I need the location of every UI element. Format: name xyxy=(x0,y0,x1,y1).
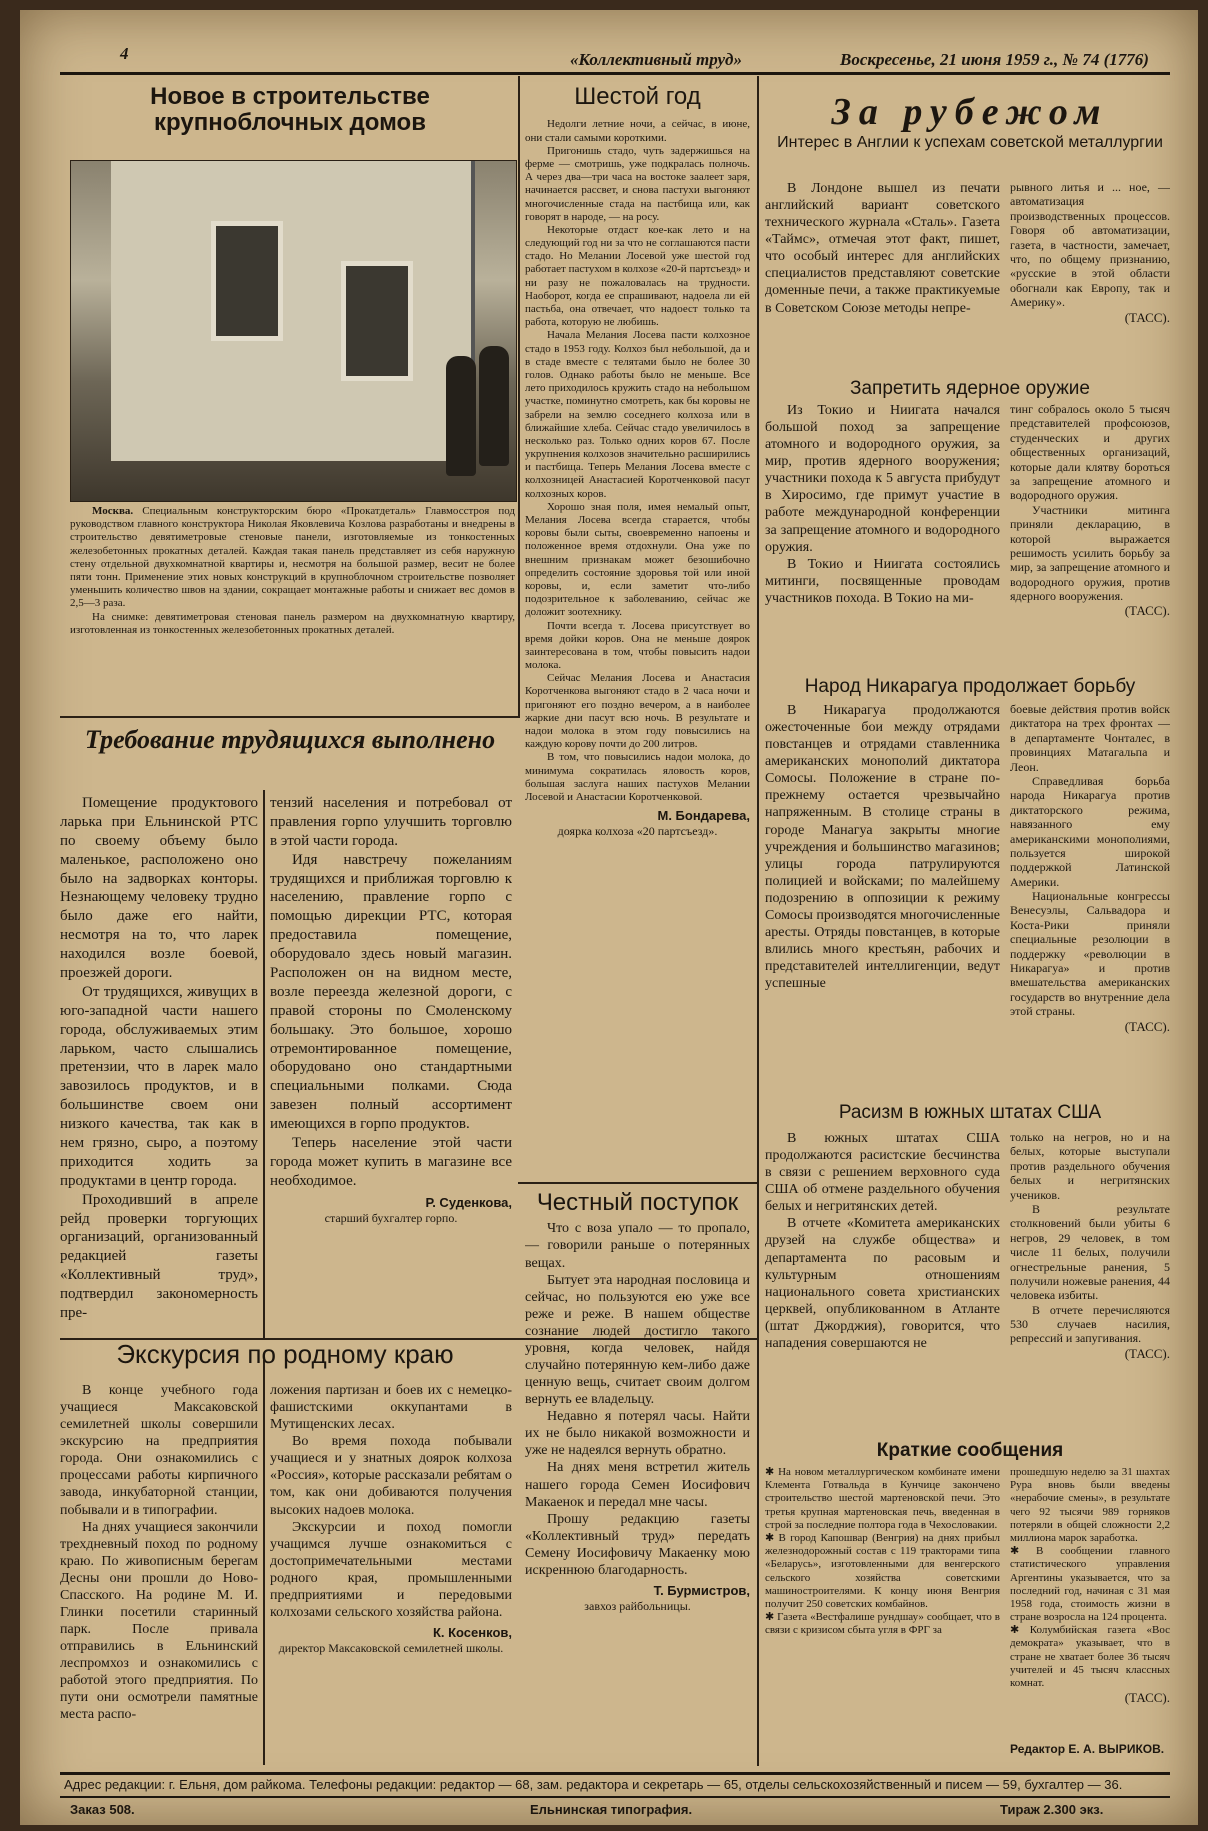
paragraph: Помещение продуктового ларька при Ельнинской РТС по своему объему было маленькое, расположено оно было на задворках конторы. Незнающему человеку трудно было даже его найти, несмотря на то, что ларек находился возле боевой, проезжей дороги. xyxy=(60,795,258,982)
section-rule xyxy=(60,716,520,718)
paragraph: Бытует эта народная пословица и сейчас, но пользуются ею уже все реже и реже. В нашем обществе сознание людей достигло такого уровня, когда человек, найдя случайно потерянную кем-либо даже ценную вещь, считает своим долгом вернуть ее владельцу. xyxy=(525,1272,750,1408)
paragraph: Национальные конгрессы Венесуэлы, Сальвадора и Коста-Рики приняли специальные резолюции в поддержку «революции в Никарагуа» и против вмешательства американских государств во внутренние дела этой страны. xyxy=(1010,889,1170,1019)
paragraph: В результате столкновений были убиты 6 негров, 29 человек, в том числе 11 белых, получили огнестрельные ранения, 5 получили ножевые ранения, 44 человека избиты. xyxy=(1010,1201,1170,1303)
nuclear-title-block xyxy=(765,378,1175,400)
column-rule xyxy=(263,790,265,1340)
brief-item: ✱ Газета «Вестфалише рундшау» сообщает, что в связи с кризисом сбыта угля в ФРГ за xyxy=(765,1611,1000,1637)
paragraph: Хорошо зная поля, имея немалый опыт, Мелания Лосева всегда старается, чтобы коровы были сыты, своевременно напоены и положенное время отдохнули. Она уже по внешним признакам может безошибочно определить состояние здоровья той или иной коровы, и, если заметит что-либо подозрительное к заболеванию, сейчас же доложит зоотехнику. xyxy=(525,500,750,619)
nicaragua-title: Народ Никарагуа продолжает борьбу xyxy=(804,676,1136,697)
paragraph: Из Токио и Ниигата начался большой поход за запрещение атомного и водородного оружия, за мир, против ядерного вооружения; участники похода к 5 августа прибудут в Хиросимо, где примут участие в работе международной конференции за запрещение атомного и водородного оружия. xyxy=(765,403,1000,555)
print-run: Тираж 2.300 экз. xyxy=(1000,1802,1104,1817)
demand-col-left xyxy=(60,794,258,1334)
column-rule xyxy=(757,76,759,1766)
tass-credit: (ТАСС). xyxy=(1124,1018,1170,1034)
excursion-col-left xyxy=(60,1382,258,1767)
paragraph: В Никарагуа продолжаются ожесточенные бои между отрядами повстанцев и отрядами ставленника американских монополий диктатора Сомосы. Положение в стране по-прежнему остается чрезвычайно напряженным. В столице страны в городе Манагуа закрыты многие учреждения и большинство магазинов; улицы города патрулируются полицией и войсками; по малейшему подозрению в оппозиции к режиму Сомосы производятся многочисленные аресты. Отряды повстанцев, в которые влились много крестьян, рабочих и представителей интеллигенции, ведут успешные xyxy=(765,703,1000,992)
sixth-year-title: Шестой год xyxy=(574,84,701,110)
footer-imprint xyxy=(60,1802,1170,1824)
excursion-title-block xyxy=(60,1340,510,1369)
racism-title: Расизм в южных штатах США xyxy=(838,1102,1102,1123)
window-image xyxy=(211,221,283,341)
paragraph: Участники митинга приняли декларацию, в которой выражается решимость усилить борьбу за мир, за запрещение атомного и водородного оружия, против ядерного вооружения. xyxy=(1010,502,1170,604)
window-image xyxy=(341,261,413,381)
author-signature: К. Косенков, xyxy=(432,1625,512,1641)
paragraph: боевые действия против войск диктатора на трех фронтах — в департаменте Чонталес, в провинциях Матагальпа и Леон. xyxy=(1010,702,1170,774)
paper-title: «Коллективный труд» xyxy=(570,50,742,69)
paragraph: В Лондоне вышел из печати английский вариант советского технического журнала «Сталь». Газета «Таймс», отмечая этот факт, пишет, что особый интерес для английских специалистов представляют советские доменные печи, а также практикуемые в Советском Союзе методы непре- xyxy=(765,181,1000,316)
demand-title: Требование трудящихся выполнено xyxy=(84,726,496,754)
racism-col-right xyxy=(1010,1130,1170,1430)
author-position: директор Максаковской семилетней школы. xyxy=(278,1640,504,1655)
nicaragua-col-right xyxy=(1010,702,1170,1102)
author-signature: Р. Суденкова, xyxy=(425,1194,512,1210)
newspaper-page xyxy=(20,10,1198,1825)
brief-title: Краткие сообщения xyxy=(876,1440,1064,1461)
paragraph: От трудящихся, живущих в юго-западной части нашего города, обслуживаемых этим ларьком, часто слышались претензии, что в ларек мало завозилось продуктов, и в большинстве своем они низкого качества, так как в нем грязно, сыро, а поэтому приходится ходить за продуктами в центр города. xyxy=(60,983,258,1189)
author-signature: М. Бондарева, xyxy=(657,808,750,824)
page-number: 4 xyxy=(120,44,129,63)
tass-credit: (ТАСС). xyxy=(1124,603,1170,619)
paragraph: Идя навстречу пожеланиям трудящихся и приближая торговлю к населению, правление горпо с помощью дирекции РТС, которая предоставила помещение, оборудовало здесь новый магазин. Расположен он на видном месте, возле переезда железной дороги, с правой стороны по Смоленскому большаку. Это большое, хорошо отремонтированное помещение, оборудовано оно стандартными специальными полками. Сюда завезен полный ассортимент имеющихся в горпо продуктов. xyxy=(270,851,512,1133)
paragraph: Недавно я потерял часы. Найти их не было никакой возможности и уже не надеялся вернуть обратно. xyxy=(525,1409,750,1459)
paragraph: Недолги летние ночи, а сейчас, в июне, они стали самыми короткими. xyxy=(525,118,750,144)
paragraph: Прошу редакцию газеты «Коллективный труд» передать Семену Иосифовичу Макаенку мою искреннюю благодарность. xyxy=(525,1511,750,1578)
caption-city: Москва. xyxy=(92,505,134,517)
paragraph: В конце учебного года учащиеся Максаковской семилетней школы совершили экскурсию на предприятия города. Они ознакомились с процессами работы кирпичного завода, инкубаторной станции, побывали и в типографии. xyxy=(60,1383,258,1518)
author-position: старший бухгалтер горпо. xyxy=(324,1211,458,1226)
paragraph: только на негров, но и на белых, которые выступали против раздельного обучения белых и негритянских учеников. xyxy=(1010,1130,1170,1202)
housing-title-block xyxy=(100,84,480,137)
demand-title-block xyxy=(70,726,510,755)
demand-col-right xyxy=(270,794,512,1334)
wall-panel-image xyxy=(111,161,475,461)
brief-item: ✱ В город Капошвар (Венгрия) на днях прибыл железнодорожный состав с 119 тракторами типа «Беларусь», изготовленными для венгерского сельского хозяйства советскими машиностроителями. К концу июня Венгрия получит 250 советских комбайнов. xyxy=(765,1531,1000,1610)
brief-item: ✱ В сообщении главного статистического управления Аргентины указывается, что за последний год, начиная с 31 мая 1958 года, стоимость жизни в стране возросла на 124 процента. xyxy=(1010,1545,1170,1624)
paragraph: Некоторые отдаст кое-как лето и на следующий год ни за что не соглашаются пасти стадо. Но Мелании Лосевой уже шестой год работает пастухом в колхозе «20-й партсъезд» и ни разу не пожаловалась на трудности. Наоборот, когда ее спрашивают, надоела ли ей пастьба, она отвечает, что надоест только та работа, которую не любишь. xyxy=(525,223,750,329)
paragraph: Что с воза упало — то пропало, — говорили раньше о потерянных вещах. xyxy=(525,1221,750,1271)
paragraph: Пригонишь стадо, чуть задержишься на ферме — смотришь, уже подкралась полночь. А через два—три часа на востоке заалеет заря, начинается рассвет, и снова пастухи выгоняют многочисленные стада на пастбища или, как говорят в народе, — на росу. xyxy=(525,144,750,223)
abroad-col-right xyxy=(1010,180,1170,375)
nicaragua-title-block xyxy=(765,676,1175,698)
editor-line: Редактор Е. А. ВЫРИКОВ. xyxy=(1010,1742,1165,1756)
abroad-rubric: За рубежом xyxy=(831,91,1109,133)
nuclear-col-left xyxy=(765,402,1000,667)
racism-title-block xyxy=(765,1102,1175,1124)
tass-credit: (ТАСС). xyxy=(1124,1690,1170,1706)
column-rule xyxy=(263,1360,265,1765)
date-line: Воскресенье, 21 июня 1959 г., № 74 (1776) xyxy=(840,50,1149,69)
sixth-year-article xyxy=(525,84,750,1174)
author-position: завхоз райбольницы. xyxy=(584,1598,691,1613)
abroad-col-left xyxy=(765,180,1000,375)
tass-credit: (ТАСС). xyxy=(1124,309,1170,325)
paragraph: В Токио и Ниигата состоялись митинги, посвященные проводам участников похода. В Токио на ми- xyxy=(765,556,1000,606)
paragraph: Теперь население этой части города может купить в магазине все необходимое. xyxy=(270,1135,512,1189)
author-position: доярка колхоза «20 партсъезд». xyxy=(557,823,718,838)
paragraph: Во время похода побывали учащиеся и у знатных доярок колхоза «Россия», которые рассказали ребятам о том, как они добиваются получения высоких надоев молока. xyxy=(270,1434,512,1518)
excursion-col-right xyxy=(270,1382,512,1767)
housing-title: Новое в строительстве крупноблочных домов xyxy=(150,84,430,137)
paragraph: тензий населения и потребовал от правления горпо улучшить торговлю в этой части города. xyxy=(270,795,512,849)
worker-figure xyxy=(446,356,476,476)
worker-figure xyxy=(479,346,509,466)
nicaragua-col-left xyxy=(765,702,1000,1102)
housing-caption-block xyxy=(70,505,515,710)
paragraph: Сейчас Мелания Лосева и Анастасия Коротченкова выгоняют стадо в 2 часа ночи и пригоняют его поздно вечером, а в наиболее жаркие дни пасут всю ночь. В результате и надои молока в этом году повысились на каждую корову почти до 200 литров. xyxy=(525,672,750,751)
brief-item: ✱ На новом металлургическом комбинате имени Клемента Готвальда в Кунчице закончено строительство шестой мартеновской печи. Это третья крупная мартеновская печь, введенная в строй за последние полтора года в Чехословакии. xyxy=(765,1466,1000,1531)
abroad-subtitle: Интерес в Англии к успехам советской металлургии xyxy=(777,134,1163,151)
paragraph: тинг собралось около 5 тысяч представителей профсоюзов, студенческих и других общественных организаций, которые дали клятву бороться за запрещение атомного и водородного оружия. xyxy=(1010,402,1170,503)
photo-note: На снимке: девятиметровая стеновая панель размером на двухкомнатную квартиру, изготовленная из тонкостенных железобетонных прокатных деталей. xyxy=(70,610,515,636)
nuclear-title: Запретить ядерное оружие xyxy=(850,378,1090,399)
folio xyxy=(60,44,1170,75)
abroad-header xyxy=(765,90,1175,152)
nuclear-col-right xyxy=(1010,402,1170,667)
paragraph: На днях учащиеся закончили трехдневный поход по родному краю. По живописным берегам Десны они прошли до Ново-Спасского. На родине М. И. Глинки посетили старинный парк. После привала отправились в Ельнинский леспромхоз и ознакомились с работой этого предприятия. По пути они осмотрели памятные места распо- xyxy=(60,1519,258,1723)
paragraph: В отчете перечисляются 530 случаев насилия, репрессий и запугивания. xyxy=(1010,1302,1170,1346)
brief-col-right xyxy=(1010,1466,1170,1736)
paragraph: В отчете «Комитета американских друзей на службе общества» и департамента по расовым и культурным отношениям национального совета христианских церквей, опубликованном в Атланте (штат Джорджия), говорится, что нападения совершаются не xyxy=(765,1216,1000,1351)
racism-col-left xyxy=(765,1130,1000,1430)
paragraph: В южных штатах США продолжаются расистские бесчинства в связи с решением верховного суда США об отмене раздельного обучения белых и негритянских детей. xyxy=(765,1131,1000,1215)
paragraph: Справедливая борьба народа Никарагуа против диктаторского режима, навязанного ему американскими монополиями, пользуется широкой поддержкой Латинской Америки. xyxy=(1010,773,1170,889)
section-rule xyxy=(518,1182,758,1184)
author-signature: Т. Бурмистров, xyxy=(653,1583,750,1599)
printer-name: Ельнинская типография. xyxy=(530,1802,693,1817)
paragraph: На днях меня встретил житель нашего города Семен Иосифович Макаенок и передал мне часы. xyxy=(525,1460,750,1510)
paragraph: Почти всегда т. Лосева присутствует во время дойки коров. Она не меньше доярок заинтересована в том, чтобы повысить надои молока. xyxy=(525,619,750,672)
housing-photo xyxy=(70,160,517,502)
tass-credit: (ТАСС). xyxy=(1124,1345,1170,1361)
brief-item: ✱ Колумбийская газета «Вос демократа» указывает, что в стране не хватает более 36 тысяч учителей и 45 тысяч классных комнат. xyxy=(1010,1624,1170,1689)
honest-article xyxy=(525,1190,750,1760)
paragraph: Начала Мелания Лосева пасти колхозное стадо в 1953 году. Колхоз был небольшой, да и в стаде вместе с телятами было не более 30 голов. Однако работы было не меньше. Все лето приходилось кружить стадо на небольшом участке, поминутно смотреть, как бы коровы не забрели на землю соседнего колхоза или в ближайшие хлеба. Сейчас стадо увеличилось в несколько раз. Только одних коров 67. После укрупнения колхозов значительно расширились и пастбища. Теперь Мелания Лосева вместе с колхозницей Анастасией Коротченковой пасут колхозных коров. xyxy=(525,329,750,500)
column-rule xyxy=(518,76,520,716)
order-number: Заказ 508. xyxy=(70,1802,135,1817)
brief-col-left xyxy=(765,1466,1000,1761)
excursion-title: Экскурсия по родному краю xyxy=(116,1340,454,1369)
housing-caption: Специальным конструкторским бюро «Прокатдеталь» Главмосстроя под руководством главного конструктора Николая Яковлевича Козлова разработаны и внедрены в строительство девятиметровые стеновые панели, изготовляемые из тонкостенных железобетонных прокатных деталей. Каждая такая панель представляет из себя наружную стену отдельной двухкомнатной квартиры и, несмотря на большой размер, весит не более пяти тонн. Применение этих новых конструкций в крупноблочном строительстве позволяет уменьшить количество швов на здании, сокращает монтажные работы и снижает вес домов в 2,5—3 раза. xyxy=(70,505,515,610)
brief-title-block xyxy=(765,1440,1175,1462)
paragraph: В том, что повысились надои молока, до минимума сократилась яловость коров, большая заслуга наших пастухов Мелании Лосевой и Анастасии Коротченковой. xyxy=(525,751,750,803)
paragraph: ложения партизан и боев их с немецко-фашистскими оккупантами в Мутищенских лесах. xyxy=(270,1383,512,1433)
paragraph: Проходивший в апреле рейд проверки торгующих организаций, организованный редакцией газеты «Коллективный труд», подтвердил закономерность пре- xyxy=(60,1191,258,1322)
brief-item: прошедшую неделю за 31 шахтах Рура вновь были введены «нерабочие смены», в результате чего 92 тысячи 989 горняков потеряли в общей сложности 2,2 миллиона марок заработка. xyxy=(1010,1466,1170,1544)
paragraph: Экскурсии и поход помогли учащимся лучше ознакомиться с достопримечательными местами родного края, промышленными предприятиями и передовыми колхозами сельского хозяйства района. xyxy=(270,1519,512,1621)
honest-title: Честный поступок xyxy=(536,1190,739,1216)
footer-address: Адрес редакции: г. Ельня, дом райкома. Телефоны редакции: редактор — 68, зам. редактора и секретарь — 65, отделы сельскохозяйственный и писем — 59, бухгалтер — 36. xyxy=(60,1772,1170,1798)
paragraph: рывного литья и ... ное, — автоматизация производственных процессов. Говоря об автоматизации, газета, в частности, замечает, что, по общему признанию, «русские в этой области обогнали как Европу, так и Америку». xyxy=(1010,180,1170,310)
footer xyxy=(60,1772,1170,1824)
